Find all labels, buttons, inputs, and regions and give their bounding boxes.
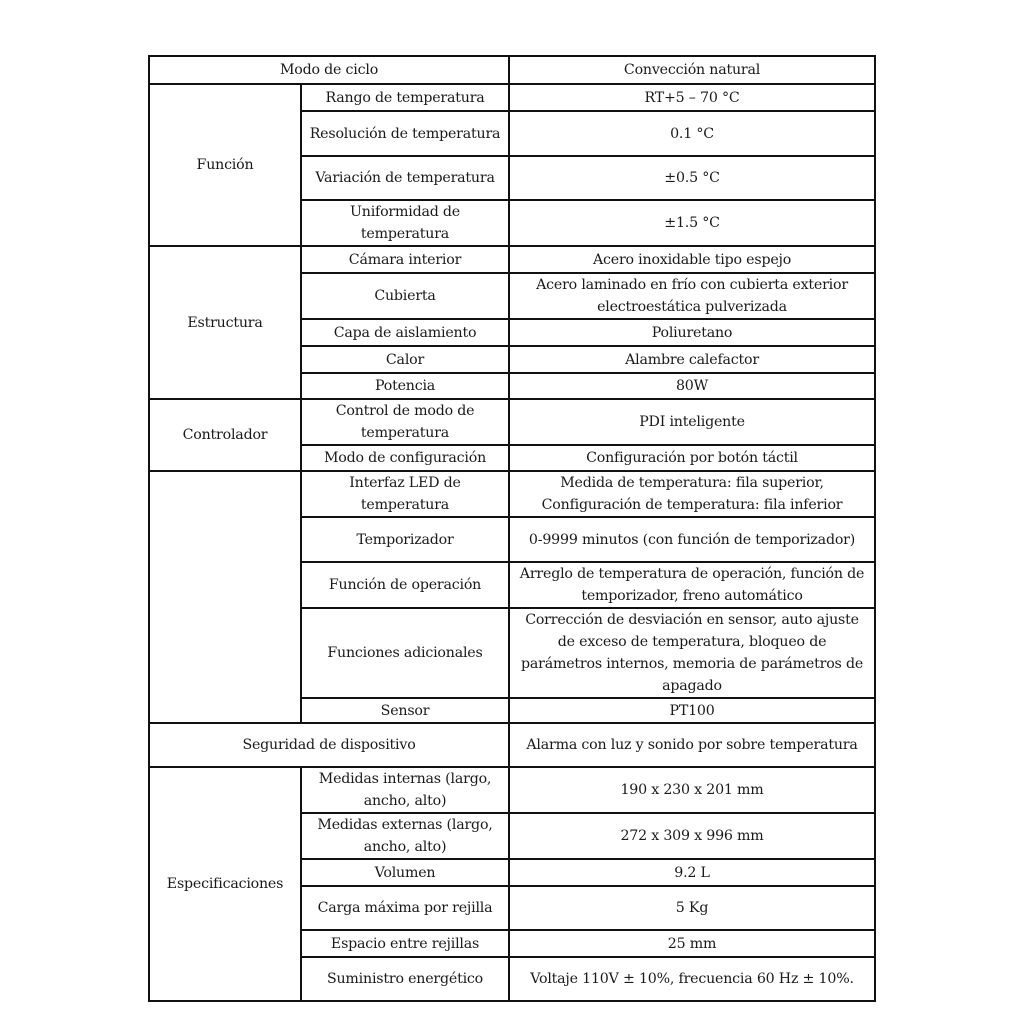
- table-row: [149, 723, 875, 767]
- row-label: Variación de temperatura: [301, 156, 509, 200]
- spec-sheet: [148, 55, 874, 1002]
- row-label: Volumen: [301, 859, 509, 886]
- row-value: Poliuretano: [509, 319, 875, 346]
- row-value: Alambre calefactor: [509, 346, 875, 373]
- table-row: [149, 399, 875, 445]
- table-row: [149, 84, 875, 111]
- row-value: Voltaje 110V ± 10%, frecuencia 60 Hz ± 10%.: [509, 957, 875, 1001]
- row-label: Interfaz LED de temperatura: [301, 471, 509, 517]
- row-label: Control de modo de temperatura: [301, 399, 509, 445]
- row-value: PDI inteligente: [509, 399, 875, 445]
- section-label-especificaciones: Especificaciones: [149, 767, 301, 1001]
- table-row: [149, 246, 875, 273]
- row-value: ±1.5 °C: [509, 200, 875, 246]
- row-label: Modo de configuración: [301, 445, 509, 471]
- row-value: RT+5 – 70 °C: [509, 84, 875, 111]
- row-label: Medidas internas (largo, ancho, alto): [301, 767, 509, 813]
- table-row: [149, 471, 875, 517]
- spec-table: [148, 55, 876, 1002]
- row-value: 272 x 309 x 996 mm: [509, 813, 875, 859]
- row-label: Rango de temperatura: [301, 84, 509, 111]
- row-label: Espacio entre rejillas: [301, 930, 509, 957]
- row-value: 190 x 230 x 201 mm: [509, 767, 875, 813]
- row-value: Acero laminado en frío con cubierta exterior electroestática pulverizada: [509, 273, 875, 319]
- row-value: Arreglo de temperatura de operación, función de temporizador, freno automático: [509, 562, 875, 608]
- row-label: Potencia: [301, 373, 509, 399]
- section-label-controlador: Controlador: [149, 399, 301, 471]
- row-label: Cubierta: [301, 273, 509, 319]
- row-label: Uniformidad de temperatura: [301, 200, 509, 246]
- row-label: Temporizador: [301, 517, 509, 562]
- row-value: 0-9999 minutos (con función de temporizador): [509, 517, 875, 562]
- row-value: Configuración por botón táctil: [509, 445, 875, 471]
- row-label: Resolución de temperatura: [301, 111, 509, 156]
- table-row: [149, 767, 875, 813]
- row-label: Funciones adicionales: [301, 608, 509, 698]
- row-value: Medida de temperatura: fila superior, Configuración de temperatura: fila inferior: [509, 471, 875, 517]
- row-value: 5 Kg: [509, 886, 875, 930]
- row-label: Función de operación: [301, 562, 509, 608]
- row-label: Calor: [301, 346, 509, 373]
- row-label: Cámara interior: [301, 246, 509, 273]
- row-label: Carga máxima por rejilla: [301, 886, 509, 930]
- section-label-estructura: Estructura: [149, 246, 301, 399]
- row-value: ±0.5 °C: [509, 156, 875, 200]
- row-value: Acero inoxidable tipo espejo: [509, 246, 875, 273]
- row-value: 0.1 °C: [509, 111, 875, 156]
- section-label-funcion: Función: [149, 84, 301, 246]
- row-value: 25 mm: [509, 930, 875, 957]
- header-label: Modo de ciclo: [149, 56, 509, 84]
- section-label-seguridad: Seguridad de dispositivo: [149, 723, 509, 767]
- section-label-blank: [149, 471, 301, 723]
- row-value: 9.2 L: [509, 859, 875, 886]
- row-value: Corrección de desviación en sensor, auto ajuste de exceso de temperatura, bloqueo de parámetros internos, memoria de parámetros de apagado: [509, 608, 875, 698]
- row-label: Suministro energético: [301, 957, 509, 1001]
- row-value: 80W: [509, 373, 875, 399]
- row-value: Alarma con luz y sonido por sobre temperatura: [509, 723, 875, 767]
- row-label: Capa de aislamiento: [301, 319, 509, 346]
- row-label: Sensor: [301, 698, 509, 723]
- row-label: Medidas externas (largo, ancho, alto): [301, 813, 509, 859]
- row-value: PT100: [509, 698, 875, 723]
- table-row: [149, 56, 875, 84]
- header-value: Convección natural: [509, 56, 875, 84]
